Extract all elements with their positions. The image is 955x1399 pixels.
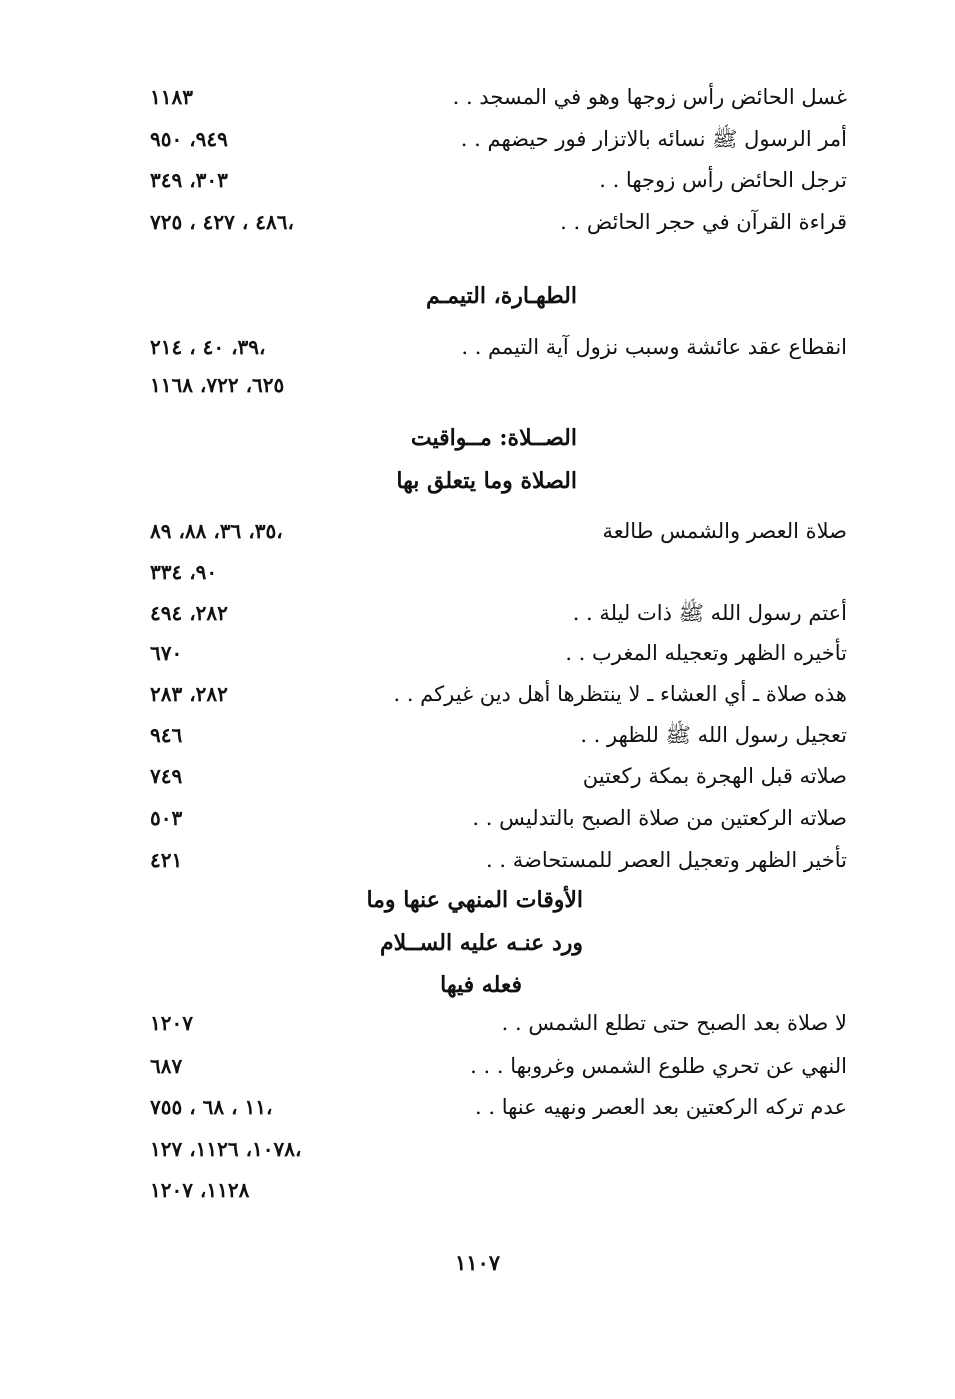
entry-topic: صلاته الركعتين من صلاة الصبح بالتدليس . .	[472, 806, 847, 830]
index-entry-continuation	[0, 552, 955, 592]
entry-refs: ٣٠٣، ٣٤٩	[150, 168, 228, 192]
entry-topic: تأخيره الظهر وتعجيله المغرب . .	[565, 641, 847, 665]
entry-refs: ١٠٧٨، ١١٢٦، ١٢٧،	[150, 1137, 302, 1161]
entry-topic: هذه صلاة ـ أي العشاء ـ لا ينتظرها أهل دين غيركم . .	[393, 682, 847, 706]
entry-refs: ٩٤٩، ٩٥٠	[150, 127, 228, 151]
index-entry	[0, 674, 955, 714]
entry-refs: ٣٥، ٣٦، ٨٨، ٨٩،	[150, 519, 283, 543]
entry-refs: ٩٤٦	[150, 723, 183, 747]
entry-topic: صلاته قبل الهجرة بمكة ركعتين	[582, 764, 847, 788]
entry-topic: أعتم رسول الله ﷺ ذات ليلة . .	[572, 601, 847, 625]
section-heading: الصــلاة: مــواقيت	[410, 425, 577, 451]
index-entry	[0, 327, 955, 367]
index-entry	[0, 798, 955, 838]
entry-refs: ٩٠، ٣٣٤	[150, 560, 218, 584]
section-heading-line: فعله فيها	[440, 972, 522, 998]
entry-refs: ٤٢١	[150, 848, 183, 872]
entry-topic: انقطاع عقد عائشة وسبب نزول آية التيمم . .	[461, 335, 847, 359]
index-entry	[0, 593, 955, 633]
entry-refs: ٤٨٦ ، ٤٢٧ ، ٧٢٥،	[150, 210, 294, 234]
index-entry	[0, 511, 955, 551]
index-entry-continuation	[0, 1129, 955, 1169]
entry-topic: تأخير الظهر وتعجيل العصر للمستحاضة . .	[486, 848, 847, 872]
entry-topic: غسل الحائض رأس زوجها وهو في المسجد . .	[452, 85, 847, 109]
entry-refs: ١٢٠٧	[150, 1011, 193, 1035]
index-entry	[0, 715, 955, 755]
index-entry	[0, 633, 955, 673]
index-entry-continuation	[0, 1170, 955, 1210]
entry-refs: ٢٨٢، ٢٨٣	[150, 682, 228, 706]
index-entry	[0, 756, 955, 796]
entry-topic: صلاة العصر والشمس طالعة	[602, 519, 847, 543]
index-entry	[0, 840, 955, 880]
entry-topic: عدم تركه الركعتين بعد العصر ونهيه عنها . .	[475, 1095, 847, 1119]
page-number: ١١٠٧	[454, 1250, 501, 1275]
section-subheading: الصلاة وما يتعلق بها	[396, 468, 577, 494]
entry-topic: لا صلاة بعد الصبح حتى تطلع الشمس . .	[501, 1011, 847, 1035]
entry-refs: ٣٩، ٤٠ ، ٢١٤،	[150, 335, 266, 359]
entry-topic: قراءة القرآن في حجر الحائض . .	[560, 210, 847, 234]
section-heading-line: الأوقات المنهي عنها وما	[366, 887, 583, 913]
entry-refs: ٦٢٥، ٧٢٢، ١١٦٨	[150, 373, 285, 397]
index-entry	[0, 119, 955, 159]
index-entry	[0, 202, 955, 242]
entry-refs: ١١٢٨، ١٢٠٧	[150, 1178, 250, 1202]
entry-refs: ٦٨٧	[150, 1054, 183, 1078]
entry-topic: النهي عن تحري طلوع الشمس وغروبها . . .	[470, 1054, 847, 1078]
section-heading: الطهـارة، التيمـم	[426, 283, 577, 309]
entry-refs: ٧٤٩	[150, 764, 183, 788]
index-entry-continuation	[0, 365, 955, 405]
index-entry	[0, 1003, 955, 1043]
entry-refs: ١١ ، ٦٨ ، ٧٥٥،	[150, 1095, 273, 1119]
entry-topic: ترجل الحائض رأس زوجها . .	[599, 168, 847, 192]
index-entry	[0, 160, 955, 200]
index-entry	[0, 1046, 955, 1086]
entry-topic: أمر الرسول ﷺ نسائه بالاتزار فور حيضهم . .	[460, 127, 847, 151]
entry-refs: ٥٠٣	[150, 806, 183, 830]
entry-refs: ٦٧٠	[150, 641, 183, 665]
entry-refs: ٢٨٢، ٤٩٤	[150, 601, 228, 625]
section-heading-line: ورد عنـه عليه الســلام	[380, 930, 583, 956]
index-entry	[0, 77, 955, 117]
index-entry	[0, 1087, 955, 1127]
entry-topic: تعجيل رسول الله ﷺ للظهر . .	[580, 723, 847, 747]
entry-refs: ١١٨٣	[150, 85, 193, 109]
